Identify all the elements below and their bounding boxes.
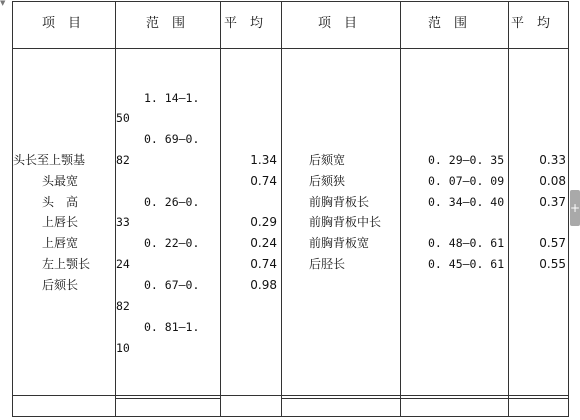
footer-box-2-top: [281, 398, 400, 399]
right-item-5: 前胸背板宽: [309, 236, 370, 250]
corner-triangle-icon: ▼: [0, 0, 6, 7]
right-item-4: 前胸背板中长: [309, 215, 382, 229]
right-average-5: 0.57: [539, 236, 566, 250]
header-left-range: 范 围: [146, 16, 186, 31]
left-average-2: 0.74: [250, 174, 277, 188]
left-range-4-line2: 24: [116, 257, 130, 271]
left-range-2-line2: 82: [116, 153, 130, 167]
left-range-1-line2: 50: [116, 111, 130, 125]
col-border-left: [12, 1, 13, 417]
header-right-average: 平 均: [511, 16, 551, 31]
left-item-6: 左上颚长: [42, 257, 91, 271]
left-range-1-line1: 1. 14—1.: [144, 91, 200, 105]
right-range-1: 0. 29—0. 35: [428, 153, 505, 167]
col-border-2: [220, 1, 221, 417]
left-range-3-line1: 0. 26—0.: [144, 195, 200, 209]
header-divider: [12, 48, 568, 49]
right-average-6: 0.55: [539, 257, 566, 271]
right-average-1: 0.33: [539, 153, 566, 167]
left-item-3: 头 高: [42, 195, 79, 209]
left-average-4: 0.29: [250, 215, 277, 229]
footer-box-1-top: [115, 398, 220, 399]
footer-box-4-top: [508, 398, 568, 399]
right-item-3: 前胸背板长: [309, 195, 370, 209]
left-range-4-line1: 0. 22—0.: [144, 236, 200, 250]
left-range-6-line2: 10: [116, 341, 130, 355]
col-border-right: [568, 1, 569, 417]
col-border-3: [281, 1, 282, 417]
left-range-6-line1: 0. 81—1.: [144, 320, 200, 334]
right-range-5: 0. 48—0. 61: [428, 236, 505, 250]
right-range-2: 0. 07—0. 09: [428, 174, 505, 188]
left-item-1: 头长至上颚基: [13, 153, 86, 167]
footer-box-3-top: [400, 398, 508, 399]
left-average-5: 0.24: [250, 236, 277, 250]
left-average-6: 0.74: [250, 257, 277, 271]
left-item-2: 头最宽: [42, 174, 79, 188]
right-item-6: 后胫长: [309, 257, 346, 271]
table-bottom-border: [12, 416, 568, 417]
right-range-6: 0. 45—0. 61: [428, 257, 505, 271]
header-left-item: 项 目: [42, 16, 82, 31]
header-right-range: 范 围: [428, 16, 468, 31]
left-item-4: 上唇长: [42, 215, 79, 229]
left-item-5: 上唇宽: [42, 236, 79, 250]
header-left-average: 平 均: [224, 16, 264, 31]
left-average-7: 0.98: [250, 278, 277, 292]
header-right-item: 项 目: [318, 16, 358, 31]
right-item-2: 后颏狭: [309, 174, 346, 188]
right-range-3: 0. 34—0. 40: [428, 195, 505, 209]
plus-icon[interactable]: +: [570, 190, 580, 226]
left-range-3-line2: 33: [116, 215, 130, 229]
table-top-border: [12, 1, 568, 2]
left-range-5-line2: 82: [116, 299, 130, 313]
col-border-4: [400, 1, 401, 417]
left-item-7: 后颏长: [42, 278, 79, 292]
right-average-3: 0.37: [539, 195, 566, 209]
left-average-1: 1.34: [250, 153, 277, 167]
footer-divider: [12, 395, 568, 396]
right-item-1: 后颏宽: [309, 153, 346, 167]
left-range-2-line1: 0. 69—0.: [144, 132, 200, 146]
col-border-5: [508, 1, 509, 417]
right-average-2: 0.08: [539, 174, 566, 188]
left-range-5-line1: 0. 67—0.: [144, 278, 200, 292]
